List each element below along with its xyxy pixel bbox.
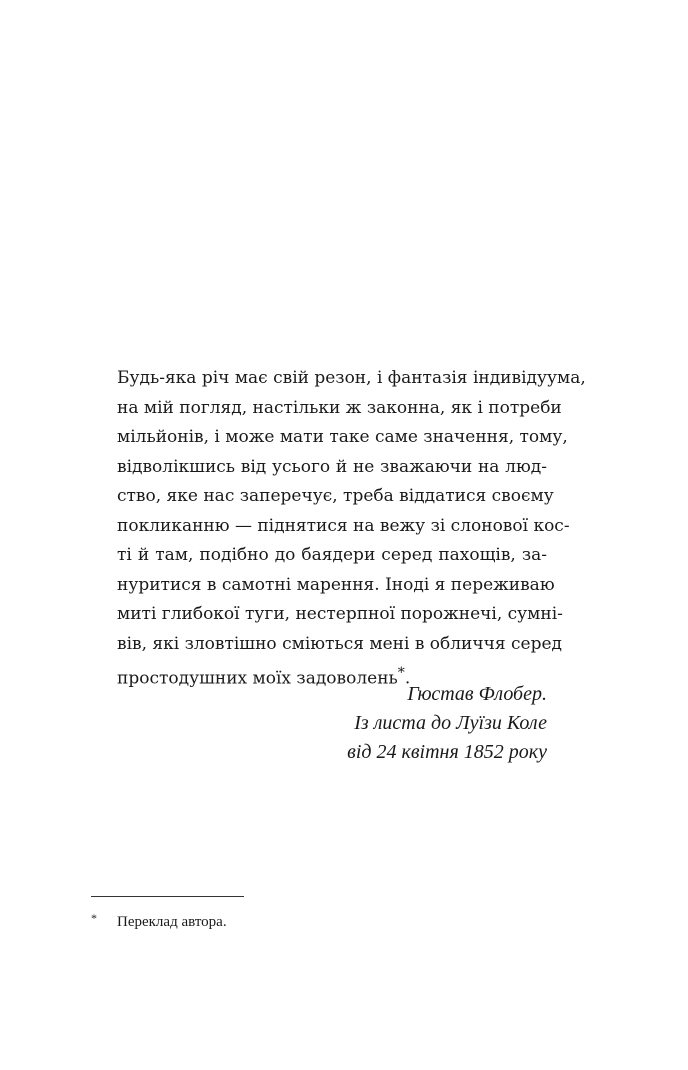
attribution-date: від 24 квітня 1852 року bbox=[347, 741, 547, 763]
footnote-reference: * bbox=[397, 665, 405, 681]
epigraph-line: нуритися в самотні марення. Іноді я переживаю bbox=[117, 574, 555, 595]
epigraph-line: вів, які зловтішно сміються мені в обличчя серед bbox=[117, 633, 562, 654]
epigraph-line: ство, яке нас заперечує, треба віддатися своєму bbox=[117, 486, 554, 506]
footnote-divider bbox=[91, 896, 244, 897]
epigraph-line: покликанню — піднятися на вежу зі слонової кос- bbox=[117, 515, 570, 536]
attribution-author: Гюстав Флобер. bbox=[407, 683, 547, 705]
epigraph-line: відволікшись від усього й не зважаючи на люд- bbox=[117, 456, 547, 477]
epigraph-attribution bbox=[347, 680, 547, 767]
epigraph-line: мільйонів, і може мати таке саме значення, тому, bbox=[117, 427, 568, 447]
epigraph-line: Будь-яка річ має свій резон, і фантазія індивідуума, bbox=[117, 368, 586, 388]
epigraph-line: на мій погляд, настільки ж законна, як і потреби bbox=[117, 397, 562, 418]
attribution-source: Із листа до Луїзи Коле bbox=[354, 712, 547, 734]
epigraph-line: ті й там, подібно до баядери серед пахощів, за- bbox=[117, 545, 547, 565]
epigraph-quote bbox=[117, 364, 586, 689]
footnote-text: Переклад автора. bbox=[117, 914, 227, 930]
epigraph-end-punctuation: . bbox=[404, 668, 411, 689]
footnote-mark: * bbox=[91, 911, 97, 925]
epigraph-line-text: простодушних моїх задоволень bbox=[117, 668, 398, 689]
epigraph-line: миті глибокої туги, нестерпної порожнечі, сумні- bbox=[117, 604, 563, 624]
